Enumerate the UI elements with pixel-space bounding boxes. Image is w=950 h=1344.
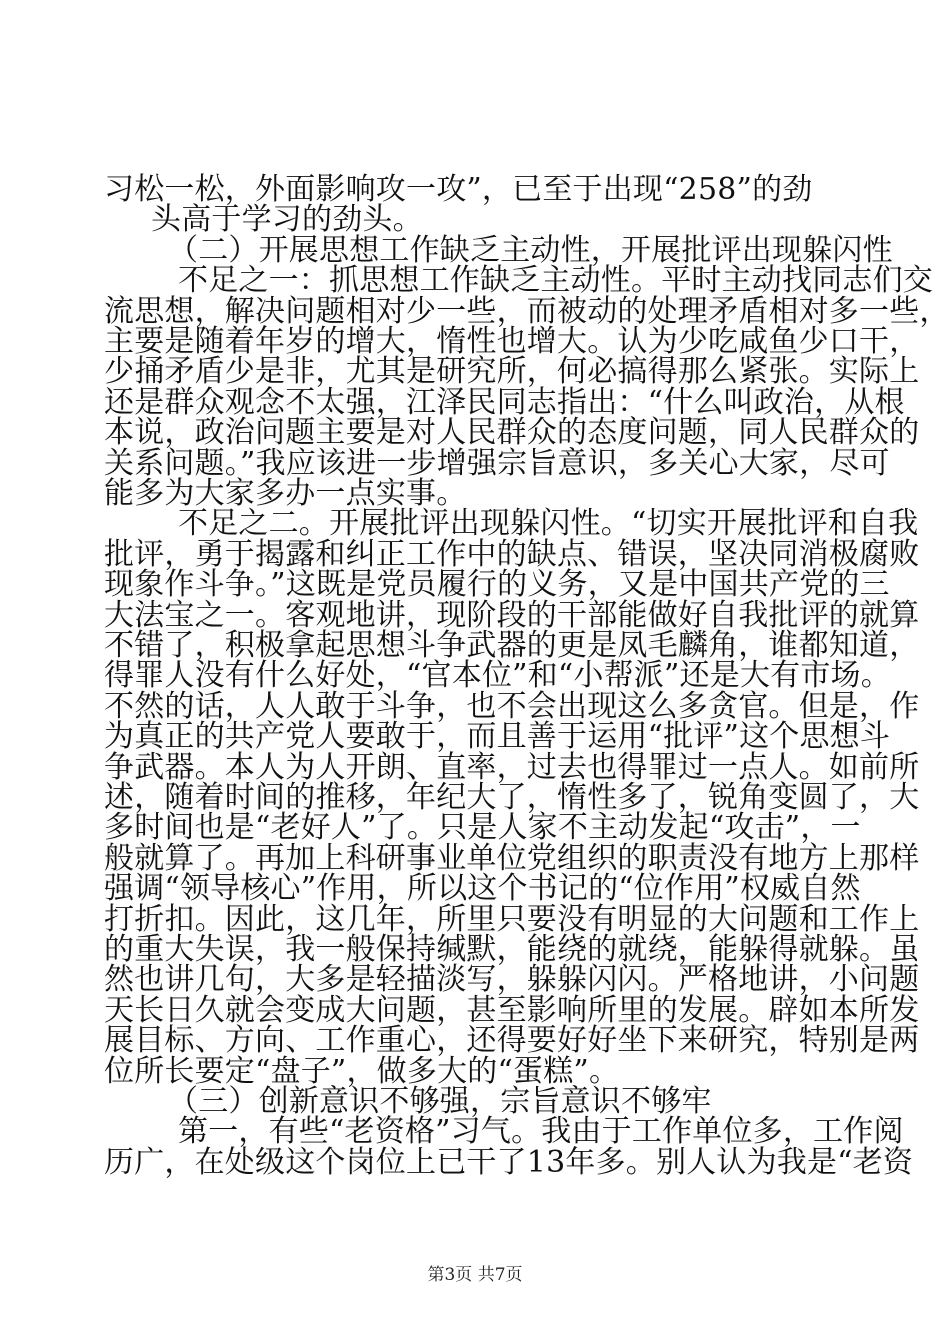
text-line: 能多为大家多办一点实事。 xyxy=(104,476,467,511)
section-heading: （二）开展思想工作缺乏主动性，开展批评出现躲闪性 xyxy=(168,232,893,268)
text-line: 流思想，解决问题相对少一些，而被动的处理矛盾相对多一些， xyxy=(104,293,950,329)
text-line: 主要是随着年岁的增大，惰性也增大。认为少吃咸鱼少口干， xyxy=(104,324,920,359)
text-line: 不错了，积极拿起思想斗争武器的更是凤毛麟角，谁都知道， xyxy=(104,628,920,663)
text-line: 关系问题。”我应该进一步增强宗旨意识，多关心大家，尽可 xyxy=(104,445,890,481)
text-line: 现象作斗争。”这既是党员履行的义务，又是中国共产党的三 xyxy=(104,567,890,603)
text-line: 不足之二。开展批评出现躲闪性。“切实开展批评和自我 xyxy=(178,506,919,542)
text-line: 般就算了。再加上科研事业单位党组织的职责没有地方上那样 xyxy=(104,840,920,876)
text-line: 位所长要定“盘子”，做多大的“蛋糕”。 xyxy=(104,1053,620,1089)
page-number-footer: 第3页 共7页 xyxy=(427,1265,523,1285)
text-line: 第一，有些“老资格”习气。我由于工作单位多，工作阅 xyxy=(178,1114,904,1150)
text-line: 打折扣。因此，这几年，所里只要没有明显的大问题和工作上 xyxy=(104,901,920,937)
text-line: 还是群众观念不太强，江泽民同志指出：“什么叫政治，从根 xyxy=(104,384,905,420)
text-line: 头高于学习的劲头。 xyxy=(151,202,423,238)
text-line: 天长日久就会变成大问题，甚至影响所里的发展。辟如本所发 xyxy=(104,992,920,1028)
text-line: 为真正的共产党人要敢于，而且善于运用“批评”这个思想斗 xyxy=(104,719,891,755)
text-line: 少捅矛盾少是非，尤其是研究所，何必搞得那么紧张。实际上 xyxy=(104,354,920,390)
text-line: 本说，政治问题主要是对人民群众的态度问题，同人民群众的 xyxy=(104,415,920,451)
text-line: 争武器。本人为人开朗、直率，过去也得罪过一点人。如前所 xyxy=(104,749,920,785)
text-line: 多时间也是“老好人”了。只是人家不主动发起“攻击”，一 xyxy=(104,810,861,846)
text-line: 然也讲几句，大多是轻描淡写，躲躲闪闪。严格地讲，小问题 xyxy=(104,962,920,998)
text-line: 不足之一：抓思想工作缺乏主动性。平时主动找同志们交 xyxy=(178,263,933,299)
text-line: 批评，勇于揭露和纠正工作中的缺点、错误，坚决同消极腐败 xyxy=(104,536,920,572)
section-heading: （三）创新意识不够强，宗旨意识不够牢 xyxy=(168,1084,712,1119)
text-line: 历广，在处级这个岗位上已干了13年多。别人认为我是“老资 xyxy=(104,1144,914,1180)
text-line: 强调“领导核心”作用，所以这个书记的“位作用”权威自然 xyxy=(104,871,861,907)
text-line: 大法宝之一。客观地讲，现阶段的干部能做好自我批评的就算 xyxy=(104,597,920,633)
text-line: 的重大失误，我一般保持缄默，能绕的就绕，能躲得就躲。虽 xyxy=(104,932,920,967)
text-line: 得罪人没有什么好处，“官本位”和“小帮派”还是大有市场。 xyxy=(104,658,891,694)
text-line: 述，随着时间的推移，年纪大了，惰性多了，锐角变圆了，大 xyxy=(104,780,920,815)
text-line: 习松一松，外面影响攻一攻”，已至于出现“258”的劲 xyxy=(104,172,813,207)
text-line: 展目标、方向、工作重心，还得要好好坐下来研究，特别是两 xyxy=(104,1023,920,1059)
text-line: 不然的话，人人敢于斗争，也不会出现这么多贪官。但是，作 xyxy=(104,688,920,724)
